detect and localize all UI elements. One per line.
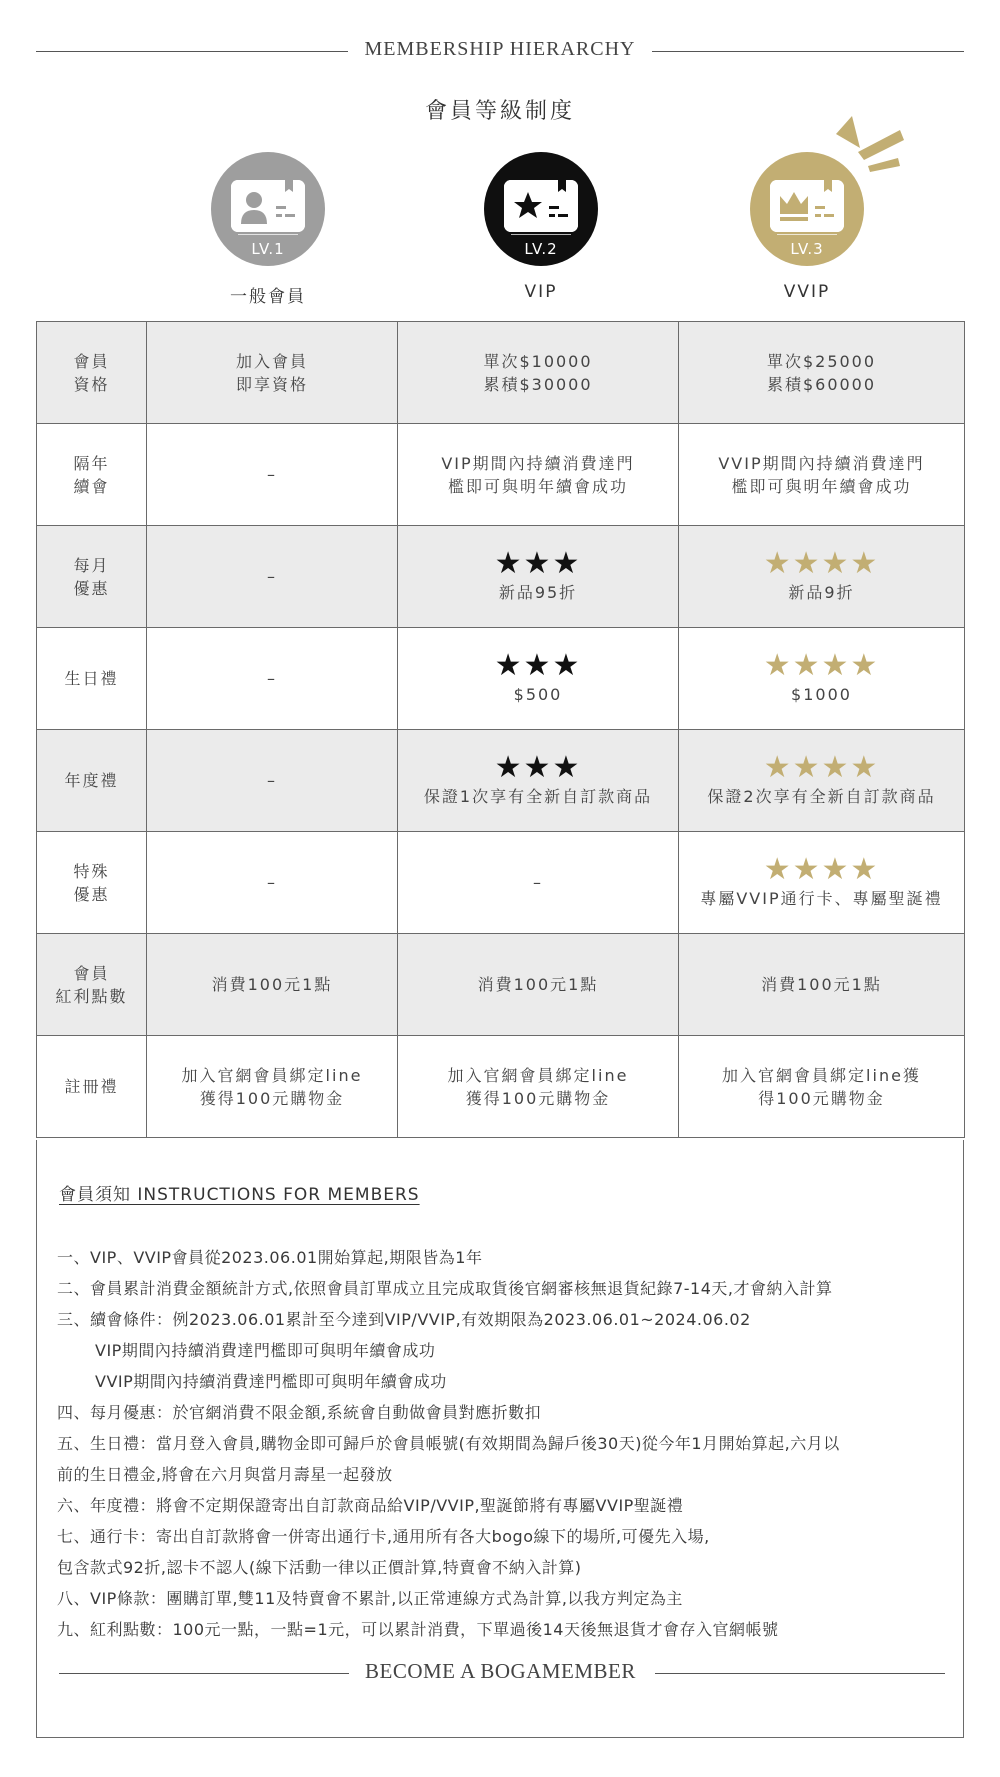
tier-level-label: LV.3: [790, 240, 824, 258]
cell-text: 新品95折: [498, 583, 578, 602]
cell-text: –: [267, 669, 277, 688]
benefits-table: [36, 321, 965, 1138]
cell-text: 單次$10000 累積$30000: [483, 351, 593, 394]
table-cell: [679, 832, 965, 934]
table-cell: [147, 628, 398, 730]
instruction-item: 九、紅利點數：100元一點，一點=1元，可以累計消費，下單過後14天後無退貨才會存入官網帳號: [57, 1620, 779, 1639]
table-cell: [398, 424, 679, 526]
row-label-text: 年度禮: [64, 771, 119, 790]
table-cell: [398, 934, 679, 1036]
table-row: [37, 934, 965, 1036]
row-label: [37, 322, 147, 424]
row-label: [37, 628, 147, 730]
rating-stars: ★★★★: [763, 546, 880, 581]
row-label: [37, 832, 147, 934]
table-row: [37, 424, 965, 526]
cell-text: $500: [513, 685, 563, 704]
table-cell: [147, 1036, 398, 1138]
cell-text: $1000: [791, 685, 852, 704]
row-label-text: 註冊禮: [64, 1077, 119, 1096]
table-cell: [398, 832, 679, 934]
page-title: MEMBERSHIP HIERARCHY: [364, 38, 636, 60]
table-cell: [147, 730, 398, 832]
tier-name-lv3: VVIP: [783, 282, 831, 302]
instructions-list: [57, 1242, 957, 1645]
instruction-item: 七、通行卡：寄出自訂款將會一併寄出通行卡,通用所有各大bogo線下的場所,可優先入場,: [57, 1527, 710, 1546]
instructions-title: 會員須知 INSTRUCTIONS FOR MEMBERS: [59, 1185, 420, 1205]
rating-stars: ★★★★: [763, 852, 880, 887]
instruction-item: 包含款式92折,認卡不認人(線下活動一律以正價計算,特賣會不納入計算): [57, 1558, 582, 1577]
cell-text: VIP期間內持續消費達門 檻即可與明年續會成功: [441, 453, 635, 496]
instruction-item: 六、年度禮：將會不定期保證寄出自訂款商品給VIP/VVIP,聖誕節將有專屬VVIP聖誕禮: [57, 1496, 684, 1515]
page-subtitle: 會員等級制度: [424, 99, 575, 124]
instruction-item: 一、VIP、VVIP會員從2023.06.01開始算起,期限皆為1年: [57, 1248, 483, 1267]
instruction-item: 二、會員累計消費金額統計方式,依照會員訂單成立且完成取貨後官網審核無退貨紀錄7-14天,才會納入計算: [57, 1279, 833, 1298]
table-cell: [679, 526, 965, 628]
table-cell: [398, 322, 679, 424]
table-cell: [147, 322, 398, 424]
rating-stars: ★★★: [494, 750, 582, 785]
tier-badge-lv2: [484, 152, 598, 266]
sparkle-burst-icon: [836, 116, 904, 176]
tier-name-lv1: 一般會員: [230, 287, 306, 307]
star-card-icon: [504, 180, 578, 232]
row-label-text: 隔年 續會: [73, 453, 110, 496]
table-cell: [679, 628, 965, 730]
badge-divider: [511, 234, 571, 235]
cell-text: 單次$25000 累積$60000: [766, 351, 877, 394]
table-cell: [679, 424, 965, 526]
cell-text: 消費100元1點: [211, 975, 333, 994]
badge-divider: [238, 234, 298, 235]
tier-name-lv2: VIP: [524, 282, 558, 302]
footer-rule-left: [59, 1673, 349, 1674]
cell-text: 消費100元1點: [761, 975, 882, 994]
crown-card-icon: [770, 180, 844, 232]
rating-stars: ★★★: [494, 648, 582, 683]
table-row: [37, 628, 965, 730]
table-row: [37, 1036, 965, 1138]
cell-text: 加入會員 即享資格: [235, 351, 308, 394]
cell-text: 消費100元1點: [477, 975, 599, 994]
table-row: [37, 832, 965, 934]
tier-level-label: LV.2: [524, 240, 558, 258]
table-cell: [679, 322, 965, 424]
instruction-item: 八、VIP條款：團購訂單,雙11及特賣會不累計,以正常連線方式為計算,以我方判定為主: [57, 1589, 683, 1608]
row-label: [37, 1036, 147, 1138]
footer-rule-right: [655, 1673, 945, 1674]
cell-text: –: [267, 567, 277, 586]
row-label: [37, 526, 147, 628]
table-cell: [147, 934, 398, 1036]
table-cell: [398, 628, 679, 730]
row-label: [37, 424, 147, 526]
instruction-item: 前的生日禮金,將會在六月與當月壽星一起發放: [57, 1465, 393, 1484]
table-cell: [398, 730, 679, 832]
table-row: [37, 730, 965, 832]
instruction-item: VIP期間內持續消費達門檻即可與明年續會成功: [95, 1341, 436, 1360]
rating-stars: ★★★★: [763, 750, 880, 785]
instruction-item: 三、續會條件：例2023.06.01累計至今達到VIP/VVIP,有效期限為2023.06.01~2024.06.02: [57, 1310, 751, 1329]
table-cell: [398, 526, 679, 628]
cell-text: –: [267, 771, 277, 790]
cell-text: 專屬VVIP通行卡、專屬聖誕禮: [700, 889, 943, 908]
row-label: [37, 934, 147, 1036]
user-card-icon: [231, 180, 305, 232]
table-cell: [679, 730, 965, 832]
table-cell: [147, 526, 398, 628]
cell-text: –: [267, 873, 277, 892]
member-instructions: [36, 1140, 964, 1738]
footer-slogan: BECOME A BOGAMEMBER: [365, 1659, 636, 1683]
instruction-item: 五、生日禮：當月登入會員,購物金即可歸戶於會員帳號(有效期間為歸戶後30天)從今年1月開始算起,六月以: [57, 1434, 840, 1453]
instruction-item: 四、每月優惠：於官網消費不限金額,系統會自動做會員對應折數扣: [57, 1403, 542, 1422]
cell-text: –: [533, 873, 543, 892]
table-cell: [679, 1036, 965, 1138]
header-rule-left: [36, 51, 348, 52]
cell-text: 加入官網會員綁定line 獲得100元購物金: [181, 1065, 363, 1108]
header-rule-right: [652, 51, 964, 52]
cell-text: 保證1次享有全新自訂款商品: [423, 787, 653, 806]
row-label: [37, 730, 147, 832]
cell-text: VVIP期間內持續消費達門 檻即可與明年續會成功: [718, 453, 925, 496]
rating-stars: ★★★★: [763, 648, 880, 683]
table-cell: [679, 934, 965, 1036]
row-label-text: 會員 紅利點數: [55, 963, 128, 1006]
rating-stars: ★★★: [494, 546, 582, 581]
cell-text: –: [267, 465, 277, 484]
tier-badge-lv1: [211, 152, 325, 266]
cell-text: 保證2次享有全新自訂款商品: [707, 787, 936, 806]
instruction-item: VVIP期間內持續消費達門檻即可與明年續會成功: [95, 1372, 447, 1391]
badge-divider: [777, 234, 837, 235]
cell-text: 加入官網會員綁定line獲 得100元購物金: [722, 1065, 921, 1108]
row-label-text: 會員 資格: [73, 351, 110, 394]
table-cell: [147, 832, 398, 934]
table-cell: [147, 424, 398, 526]
table-row: [37, 322, 965, 424]
table-cell: [398, 1036, 679, 1138]
cell-text: 新品9折: [788, 583, 855, 602]
row-label-text: 每月 優惠: [73, 555, 110, 598]
row-label-text: 生日禮: [64, 669, 119, 688]
cell-text: 加入官網會員綁定line 獲得100元購物金: [447, 1065, 629, 1108]
row-label-text: 特殊 優惠: [73, 861, 110, 904]
tier-level-label: LV.1: [251, 240, 285, 258]
table-row: [37, 526, 965, 628]
